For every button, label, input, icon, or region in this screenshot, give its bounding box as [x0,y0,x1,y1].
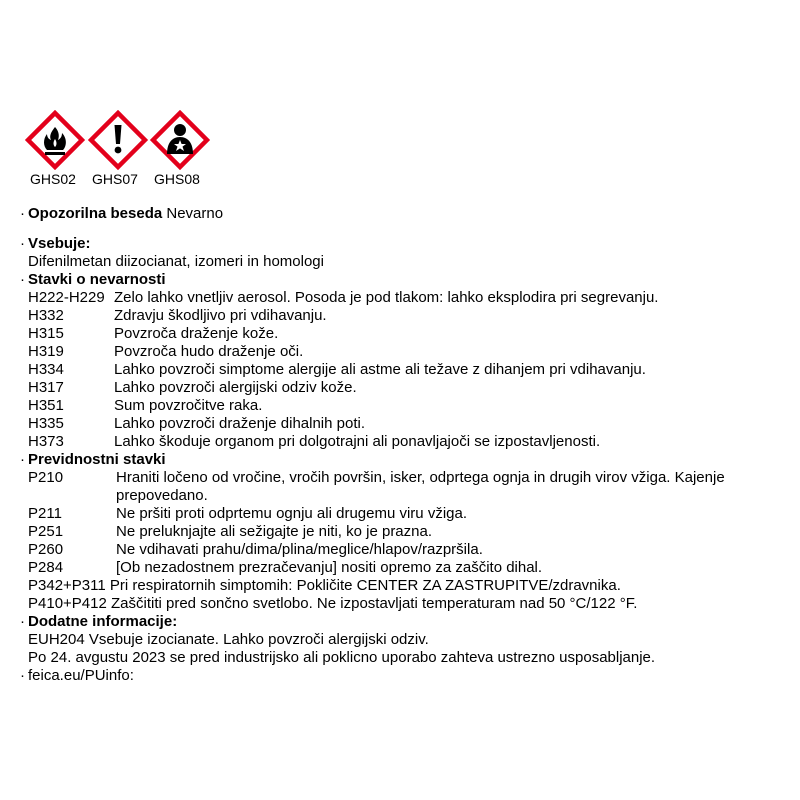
hazard-code: H351 [28,397,64,414]
precaution-code: P211 [28,505,62,522]
additional-info-line: EUH204 Vsebuje izocianate. Lahko povzroči alergijski odziv. [28,631,429,648]
health-hazard-icon [150,110,210,170]
hazard-code: H373 [28,433,64,450]
hazard-statement [28,433,785,451]
hazard-statement [28,361,785,379]
hazard-text: Povzroča hudo draženje oči. [114,343,304,360]
ghs07-code: GHS07 [92,171,138,187]
precaution-code: P410+P412 [28,595,107,612]
exclamation-icon [88,110,148,170]
ghs02-code: GHS02 [30,171,76,187]
signal-word-label: Opozorilna beseda [28,205,163,222]
contains-value: Difenilmetan diizocianat, izomeri in homologi [28,253,324,270]
hazard-text: Sum povzročitve raka. [114,397,263,414]
precaution-text: Ne vdihavati prahu/dima/plina/meglice/hlapov/razpršila. [116,541,483,558]
precaution-section [20,451,785,613]
hazard-code: H334 [28,361,64,378]
precaution-text: Pri respiratornih simptomih: Pokličite CENTER ZA ZASTRUPITVE/zdravnika. [109,577,621,594]
precaution-text: Ne pršiti proti odprtemu ognju ali drugemu viru vžiga. [116,505,467,522]
bullet: · [20,667,25,684]
signal-word-value: Nevarno [166,205,224,222]
hazard-statement [28,307,785,325]
hazard-statement [28,379,785,397]
label-content [20,205,785,685]
hazard-section [20,271,785,451]
ghs08-pictogram [150,110,210,170]
precaution-statement-combined [28,595,785,613]
ghs02-pictogram [25,110,85,170]
contains-section [20,235,785,271]
precaution-statement-combined [28,577,785,595]
flame-icon [25,110,85,170]
bullet: · [20,451,25,468]
hazard-statement [28,289,785,307]
hazard-text: Lahko povzroči alergijski odziv kože. [114,379,357,396]
hazard-text: Lahko povzroči draženje dihalnih poti. [114,415,365,432]
hazard-statement [28,415,785,433]
ghs07-pictogram [88,110,148,170]
hazard-label: Stavki o nevarnosti [28,271,166,288]
precaution-text: Hraniti ločeno od vročine, vročih površin, isker, odprtega ognja in drugih virov vžiga. Kajenje prepovedano. [116,469,725,504]
contains-label: Vsebuje: [28,235,91,252]
signal-word-row [20,205,785,223]
hazard-code: H332 [28,307,64,324]
precaution-code: P284 [28,559,64,576]
ghs08-code: GHS08 [154,171,200,187]
bullet: · [20,205,25,222]
precaution-code: P251 [28,523,64,540]
hazard-statement [28,397,785,415]
info-link[interactable]: feica.eu/PUinfo: [28,667,134,684]
hazard-statement [28,343,785,361]
hazard-code: H315 [28,325,64,342]
hazard-text: Lahko povzroči simptome alergije ali astme ali težave z dihanjem pri vdihavanju. [114,361,646,378]
hazard-code: H319 [28,343,64,360]
info-link-row [20,667,785,685]
additional-info-label: Dodatne informacije: [28,613,178,630]
precaution-statement [28,559,785,577]
precaution-text: Ne preluknjajte ali sežigajte je niti, ko je prazna. [116,523,433,540]
precaution-text: [Ob nezadostnem prezračevanju] nositi opremo za zaščito dihal. [116,559,543,576]
precaution-code: P342+P311 [28,577,106,594]
hazard-statement [28,325,785,343]
precaution-statement [28,505,785,523]
hazard-text: Zdravju škodljivo pri vdihavanju. [114,307,327,324]
additional-info-section [20,613,785,667]
hazard-code: H317 [28,379,64,396]
hazard-text: Lahko škoduje organom pri dolgotrajni ali ponavljajoči se izpostavljenosti. [114,433,601,450]
precaution-label: Previdnostni stavki [28,451,166,468]
additional-info-line: Po 24. avgustu 2023 se pred industrijsko ali poklicno uporabo zahteva ustrezno usposabljanje. [28,649,656,666]
precaution-statement [28,541,785,559]
hazard-text: Zelo lahko vnetljiv aerosol. Posoda je pod tlakom: lahko eksplodira pri segrevanju. [114,289,659,306]
precaution-text: Zaščititi pred sončno svetlobo. Ne izpostavljati temperaturam nad 50 °C/122 °F. [111,595,638,612]
bullet: · [20,613,25,630]
precaution-code: P210 [28,469,64,486]
hazard-text: Povzroča draženje kože. [114,325,279,342]
precaution-statement [28,469,785,505]
precaution-code: P260 [28,541,64,558]
bullet: · [20,271,25,288]
hazard-code: H222-H229 [28,289,105,306]
hazard-code: H335 [28,415,64,432]
precaution-statement [28,523,785,541]
bullet: · [20,235,25,252]
